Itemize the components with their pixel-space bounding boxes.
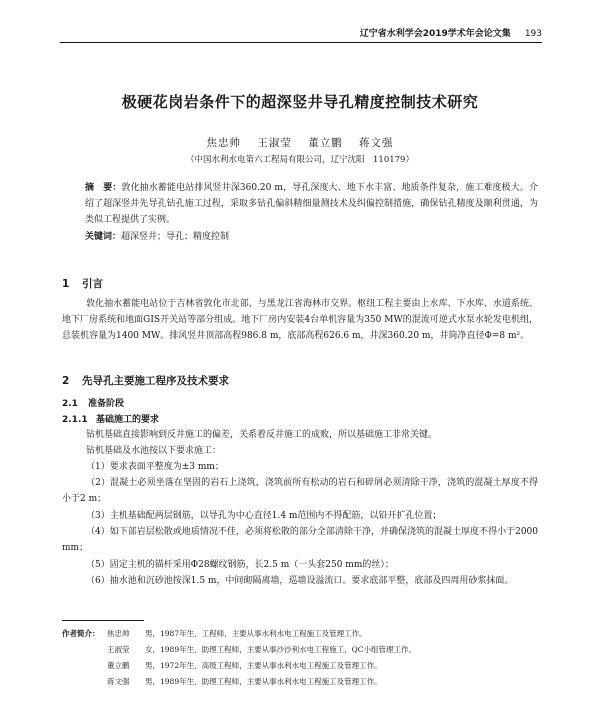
list-item: （3）主机基础配两层钢筋，以导孔为中心直径1.4 m范围内不得配筋，以铅开扩孔位置；: [86, 511, 442, 521]
footnote-author: 焦忠帅: [107, 629, 130, 638]
section-number: 2.1.1: [62, 415, 88, 425]
list-item: （1）要求表面平整度为±3 mm；: [86, 462, 224, 472]
footnote-row: [62, 626, 538, 642]
list-item: （2）混凝土必须坐落在坚固的岩石上浇筑，浇筑前所有松动的岩石和碎屑必须清除干净，浇筑的混凝土厚度不得小于2 m；: [62, 478, 538, 504]
footnote-author: 蒋文强: [107, 677, 130, 686]
abstract: [85, 180, 538, 228]
section-number: 2.1: [62, 399, 78, 409]
footnote-text: 男，1987年生，工程师，主要从事水利水电工程施工及管理工作。: [145, 629, 367, 638]
list-item: （4）如下部岩层松散或地质情况不佳，必须将松散的部分全部清除干净，并确保浇筑的混凝土厚度不得小于2000 mm；: [62, 527, 538, 553]
footnote-text: 女，1989年生，助理工程师，主要从事沙沙利水电工程施工，QC小组管理工作。: [145, 645, 416, 654]
abstract-label: 摘 要：: [85, 183, 122, 193]
intro-paragraph: 敦化抽水蓄能电站位于吉林省敦化市北部，与黑龙江省海林市交界。枢纽工程主要由上水库、下水库、水道系统、地下厂房系统和地面GIS开关站等部分组成。地下厂房内安装4台单机容量为350 MW的混流可逆式水泵水轮发电机组，总装机容量为1400 MW。排风竖井顶部高程986.8 m，底部高程626.6 m，井深360.20 m，井筒净直径Φ=8 m²。: [62, 299, 538, 341]
section-number: 1: [62, 278, 70, 290]
running-header: [60, 26, 542, 43]
body-paragraph: 钻机基础及水池按以下要求施工：: [86, 446, 222, 456]
subsection-heading-2-1-1: [62, 412, 159, 425]
footnote-divider: [62, 620, 144, 621]
section-title: 基础施工的要求: [96, 415, 160, 425]
footnote-label: 作者简介：: [62, 629, 100, 638]
footnote-text: 男，1989年生，助理工程师，主要从事水利水电工程施工及管理工作。: [145, 677, 382, 686]
body-paragraph: 钻机基础直接影响到反井施工的偏差，关系着反井施工的成败，所以基础施工非常关键。: [86, 430, 438, 440]
author-footnotes: [62, 626, 538, 690]
list-item: （5）固定主机的锚杆采用Φ28螺纹钢筋，长2.5 m（一头套250 mm的丝）；: [86, 560, 394, 570]
affiliation: （中国水利水电第六工程局有限公司，辽宁沈阳 110179）: [186, 155, 414, 165]
section-title: 准备阶段: [88, 399, 125, 409]
footnote-row: [62, 658, 538, 674]
section-title: 引言: [82, 278, 103, 290]
keywords: [85, 229, 538, 245]
footnote-row: [62, 642, 538, 658]
list-item: （6）抽水池和沉砂池按深1.5 m，中间砌隔离墙，巡墙设溢流口。要求底部平整，底部及四周用砂浆抹面。: [86, 576, 514, 586]
section-heading-1: [62, 276, 103, 291]
author-name: 焦忠帅: [206, 137, 241, 149]
footnote-row: [62, 674, 538, 690]
abstract-text: 敦化抽水蓄能电站排风竖井深360.20 m，导孔深度大、地下水丰富、地质条件复杂，施工难度极大。介绍了超深竖井先导孔钻孔施工过程，采取多钻孔偏斜精细量测技术及纠偏控制措施，确保钻孔精度及顺利贯通，为类似工程提供了实例。: [85, 183, 538, 225]
section-heading-2: [62, 373, 229, 388]
paper-title: 极硬花岗岩条件下的超深竖井导孔精度控制技术研究: [121, 93, 479, 111]
footnote-text: 男，1972年生，高级工程师，主要从事水利水电工程施工及管理工作。: [145, 661, 382, 670]
author-list: [0, 135, 600, 150]
section-title: 先导孔主要施工程序及技术要求: [82, 375, 229, 387]
footnote-author: 王淑莹: [107, 645, 130, 654]
keywords-text: 超深竖井；导孔；精度控制: [121, 232, 230, 242]
author-name: 王淑莹: [257, 137, 292, 149]
journal-name: 辽宁省水利学会2019学术年会论文集: [359, 29, 511, 39]
section-number: 2: [62, 375, 70, 387]
keywords-label: 关键词：: [85, 232, 122, 242]
subsection-heading-2-1: [62, 396, 124, 409]
author-name: 董立鹏: [308, 137, 343, 149]
footnote-author: 董立鹏: [107, 661, 130, 670]
author-name: 蒋文强: [359, 137, 394, 149]
page-number: 193: [524, 29, 542, 39]
